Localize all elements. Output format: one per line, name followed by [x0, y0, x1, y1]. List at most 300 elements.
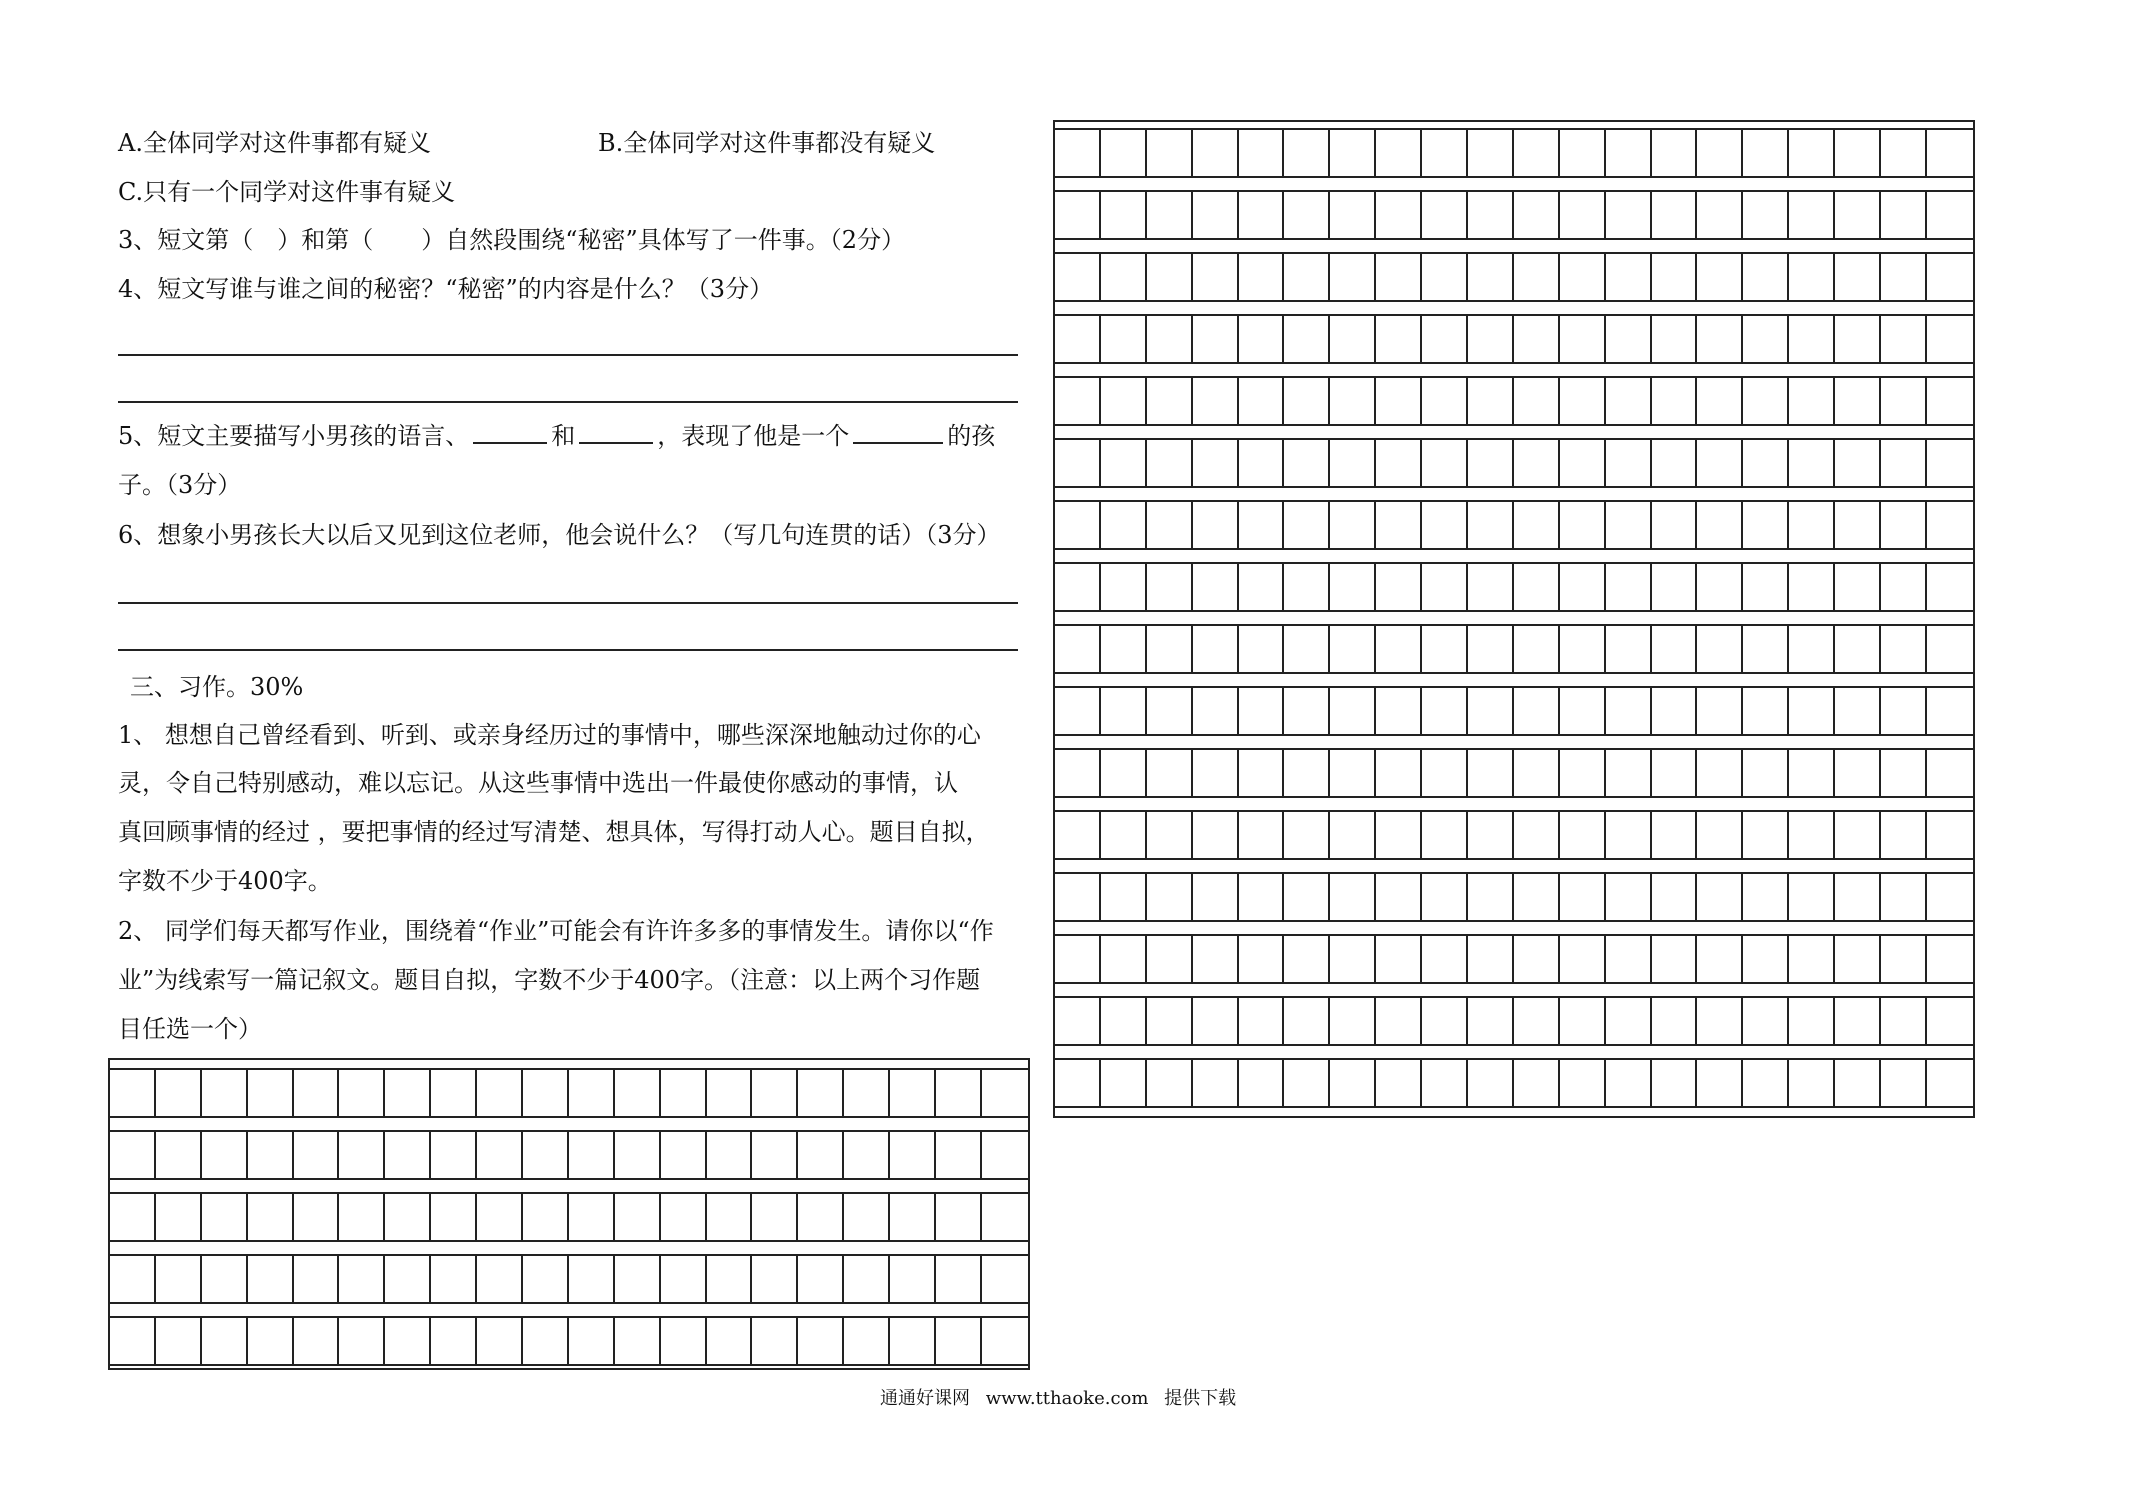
grid-cell[interactable]	[1789, 562, 1835, 612]
grid-cell[interactable]	[1743, 190, 1789, 240]
grid-cell[interactable]	[1239, 376, 1285, 426]
grid-cell[interactable]	[1055, 624, 1101, 674]
grid-cell[interactable]	[477, 1254, 523, 1304]
grid-cell[interactable]	[1376, 996, 1422, 1046]
grid-cell[interactable]	[1284, 128, 1330, 178]
grid-cell[interactable]	[982, 1254, 1028, 1304]
grid-cell[interactable]	[798, 1254, 844, 1304]
grid-cell[interactable]	[431, 1130, 477, 1180]
grid-cell[interactable]	[1193, 500, 1239, 550]
grid-cell[interactable]	[1468, 748, 1514, 798]
grid-cell[interactable]	[1789, 376, 1835, 426]
blank-field[interactable]	[853, 420, 943, 444]
grid-cell[interactable]	[1743, 934, 1789, 984]
grid-cell[interactable]	[477, 1316, 523, 1366]
grid-cell[interactable]	[1835, 748, 1881, 798]
grid-cell[interactable]	[1193, 748, 1239, 798]
grid-cell[interactable]	[1652, 128, 1698, 178]
grid-cell[interactable]	[844, 1316, 890, 1366]
grid-cell[interactable]	[110, 1130, 156, 1180]
grid-cell[interactable]	[1652, 996, 1698, 1046]
grid-cell[interactable]	[1468, 314, 1514, 364]
grid-cell[interactable]	[1055, 872, 1101, 922]
grid-cell[interactable]	[1330, 314, 1376, 364]
grid-cell[interactable]	[1881, 934, 1927, 984]
grid-cell[interactable]	[1239, 314, 1285, 364]
grid-cell[interactable]	[1789, 934, 1835, 984]
grid-cell[interactable]	[1652, 500, 1698, 550]
grid-cell[interactable]	[1835, 1058, 1881, 1108]
grid-cell[interactable]	[707, 1316, 753, 1366]
grid-cell[interactable]	[1101, 872, 1147, 922]
grid-cell[interactable]	[1697, 562, 1743, 612]
writing-grid-right[interactable]	[1053, 120, 1975, 1118]
grid-cell[interactable]	[1835, 624, 1881, 674]
grid-cell[interactable]	[1881, 190, 1927, 240]
grid-cell[interactable]	[1147, 500, 1193, 550]
grid-cell[interactable]	[1376, 438, 1422, 488]
grid-cell[interactable]	[1560, 128, 1606, 178]
grid-cell[interactable]	[1927, 1058, 1973, 1108]
grid-cell[interactable]	[156, 1316, 202, 1366]
grid-cell[interactable]	[798, 1130, 844, 1180]
grid-cell[interactable]	[1468, 624, 1514, 674]
grid-cell[interactable]	[1193, 376, 1239, 426]
grid-cell[interactable]	[1422, 934, 1468, 984]
grid-cell[interactable]	[844, 1254, 890, 1304]
grid-cell[interactable]	[1147, 624, 1193, 674]
grid-cell[interactable]	[1743, 996, 1789, 1046]
grid-cell[interactable]	[248, 1130, 294, 1180]
grid-cell[interactable]	[1514, 1058, 1560, 1108]
grid-cell[interactable]	[1147, 872, 1193, 922]
grid-cell[interactable]	[1835, 686, 1881, 736]
grid-cell[interactable]	[1101, 996, 1147, 1046]
grid-cell[interactable]	[1927, 624, 1973, 674]
blank-field[interactable]	[579, 420, 653, 444]
grid-cell[interactable]	[1239, 252, 1285, 302]
grid-cell[interactable]	[1330, 810, 1376, 860]
grid-cell[interactable]	[1055, 128, 1101, 178]
grid-cell[interactable]	[1101, 500, 1147, 550]
grid-cell[interactable]	[1881, 996, 1927, 1046]
grid-cell[interactable]	[431, 1068, 477, 1118]
grid-cell[interactable]	[661, 1192, 707, 1242]
grid-cell[interactable]	[156, 1192, 202, 1242]
grid-cell[interactable]	[1835, 438, 1881, 488]
grid-cell[interactable]	[1697, 252, 1743, 302]
grid-cell[interactable]	[1239, 624, 1285, 674]
grid-cell[interactable]	[1422, 748, 1468, 798]
grid-cell[interactable]	[844, 1068, 890, 1118]
grid-cell[interactable]	[1560, 872, 1606, 922]
grid-cell[interactable]	[1239, 190, 1285, 240]
grid-cell[interactable]	[1330, 624, 1376, 674]
grid-cell[interactable]	[1376, 252, 1422, 302]
grid-cell[interactable]	[1284, 314, 1330, 364]
grid-cell[interactable]	[1422, 190, 1468, 240]
grid-cell[interactable]	[202, 1254, 248, 1304]
grid-cell[interactable]	[248, 1316, 294, 1366]
grid-cell[interactable]	[615, 1254, 661, 1304]
grid-cell[interactable]	[1330, 934, 1376, 984]
grid-cell[interactable]	[1652, 934, 1698, 984]
grid-cell[interactable]	[1239, 562, 1285, 612]
grid-cell[interactable]	[615, 1130, 661, 1180]
grid-cell[interactable]	[1743, 624, 1789, 674]
answer-line[interactable]	[118, 649, 1018, 651]
grid-cell[interactable]	[156, 1130, 202, 1180]
grid-cell[interactable]	[1101, 810, 1147, 860]
grid-cell[interactable]	[1055, 190, 1101, 240]
grid-cell[interactable]	[1560, 438, 1606, 488]
grid-cell[interactable]	[1514, 748, 1560, 798]
grid-cell[interactable]	[1560, 810, 1606, 860]
grid-cell[interactable]	[1927, 500, 1973, 550]
grid-cell[interactable]	[1606, 314, 1652, 364]
grid-cell[interactable]	[569, 1068, 615, 1118]
grid-cell[interactable]	[936, 1130, 982, 1180]
grid-cell[interactable]	[1376, 314, 1422, 364]
grid-cell[interactable]	[385, 1130, 431, 1180]
grid-cell[interactable]	[1193, 686, 1239, 736]
grid-cell[interactable]	[1376, 376, 1422, 426]
grid-cell[interactable]	[1101, 128, 1147, 178]
grid-cell[interactable]	[569, 1316, 615, 1366]
grid-cell[interactable]	[477, 1068, 523, 1118]
grid-cell[interactable]	[1652, 624, 1698, 674]
grid-cell[interactable]	[1284, 252, 1330, 302]
grid-cell[interactable]	[1376, 128, 1422, 178]
grid-cell[interactable]	[1835, 252, 1881, 302]
grid-cell[interactable]	[1743, 686, 1789, 736]
grid-cell[interactable]	[1514, 128, 1560, 178]
grid-cell[interactable]	[1376, 562, 1422, 612]
grid-cell[interactable]	[1789, 500, 1835, 550]
grid-cell[interactable]	[1101, 438, 1147, 488]
grid-cell[interactable]	[1147, 190, 1193, 240]
grid-cell[interactable]	[1743, 128, 1789, 178]
grid-cell[interactable]	[1239, 996, 1285, 1046]
grid-cell[interactable]	[477, 1130, 523, 1180]
grid-cell[interactable]	[1422, 624, 1468, 674]
grid-cell[interactable]	[1330, 500, 1376, 550]
grid-cell[interactable]	[1697, 1058, 1743, 1108]
grid-cell[interactable]	[1514, 252, 1560, 302]
grid-cell[interactable]	[1468, 686, 1514, 736]
answer-line[interactable]	[118, 354, 1018, 356]
grid-cell[interactable]	[1560, 500, 1606, 550]
grid-cell[interactable]	[1147, 748, 1193, 798]
grid-cell[interactable]	[431, 1316, 477, 1366]
grid-cell[interactable]	[1514, 996, 1560, 1046]
grid-cell[interactable]	[523, 1316, 569, 1366]
grid-cell[interactable]	[982, 1316, 1028, 1366]
grid-cell[interactable]	[1697, 934, 1743, 984]
grid-cell[interactable]	[1468, 128, 1514, 178]
grid-cell[interactable]	[798, 1192, 844, 1242]
grid-cell[interactable]	[1330, 686, 1376, 736]
grid-cell[interactable]	[1697, 376, 1743, 426]
grid-cell[interactable]	[523, 1254, 569, 1304]
grid-cell[interactable]	[890, 1130, 936, 1180]
grid-cell[interactable]	[1606, 1058, 1652, 1108]
grid-cell[interactable]	[1835, 376, 1881, 426]
grid-cell[interactable]	[1652, 376, 1698, 426]
grid-cell[interactable]	[569, 1254, 615, 1304]
grid-cell[interactable]	[1606, 748, 1652, 798]
grid-cell[interactable]	[1606, 562, 1652, 612]
grid-cell[interactable]	[707, 1192, 753, 1242]
grid-cell[interactable]	[385, 1316, 431, 1366]
grid-cell[interactable]	[1835, 500, 1881, 550]
grid-cell[interactable]	[385, 1068, 431, 1118]
grid-cell[interactable]	[1560, 686, 1606, 736]
grid-cell[interactable]	[1697, 314, 1743, 364]
grid-cell[interactable]	[1468, 1058, 1514, 1108]
grid-cell[interactable]	[1560, 996, 1606, 1046]
grid-cell[interactable]	[1606, 252, 1652, 302]
grid-cell[interactable]	[1927, 438, 1973, 488]
grid-cell[interactable]	[1514, 934, 1560, 984]
grid-cell[interactable]	[1055, 252, 1101, 302]
grid-cell[interactable]	[431, 1192, 477, 1242]
grid-cell[interactable]	[661, 1316, 707, 1366]
grid-cell[interactable]	[1881, 562, 1927, 612]
grid-cell[interactable]	[1927, 314, 1973, 364]
grid-cell[interactable]	[248, 1068, 294, 1118]
answer-line[interactable]	[118, 401, 1018, 403]
grid-cell[interactable]	[385, 1192, 431, 1242]
grid-cell[interactable]	[1697, 500, 1743, 550]
grid-cell[interactable]	[1055, 686, 1101, 736]
grid-cell[interactable]	[661, 1254, 707, 1304]
grid-cell[interactable]	[1652, 1058, 1698, 1108]
grid-cell[interactable]	[294, 1068, 340, 1118]
grid-cell[interactable]	[1147, 686, 1193, 736]
grid-cell[interactable]	[523, 1192, 569, 1242]
grid-cell[interactable]	[1284, 562, 1330, 612]
grid-cell[interactable]	[1743, 500, 1789, 550]
grid-cell[interactable]	[1789, 1058, 1835, 1108]
grid-cell[interactable]	[294, 1316, 340, 1366]
grid-cell[interactable]	[1422, 810, 1468, 860]
grid-cell[interactable]	[110, 1254, 156, 1304]
grid-cell[interactable]	[1881, 1058, 1927, 1108]
grid-cell[interactable]	[1193, 190, 1239, 240]
grid-cell[interactable]	[1514, 686, 1560, 736]
grid-cell[interactable]	[339, 1130, 385, 1180]
grid-cell[interactable]	[339, 1192, 385, 1242]
grid-cell[interactable]	[1606, 810, 1652, 860]
grid-cell[interactable]	[1422, 252, 1468, 302]
answer-line[interactable]	[118, 602, 1018, 604]
grid-cell[interactable]	[1055, 314, 1101, 364]
grid-cell[interactable]	[294, 1254, 340, 1304]
grid-cell[interactable]	[1101, 562, 1147, 612]
grid-cell[interactable]	[1881, 376, 1927, 426]
grid-cell[interactable]	[752, 1316, 798, 1366]
grid-cell[interactable]	[1652, 190, 1698, 240]
grid-cell[interactable]	[248, 1254, 294, 1304]
grid-cell[interactable]	[202, 1130, 248, 1180]
grid-cell[interactable]	[1789, 190, 1835, 240]
grid-cell[interactable]	[569, 1130, 615, 1180]
grid-cell[interactable]	[936, 1254, 982, 1304]
grid-cell[interactable]	[1284, 438, 1330, 488]
grid-cell[interactable]	[1881, 810, 1927, 860]
grid-cell[interactable]	[1606, 872, 1652, 922]
grid-cell[interactable]	[1835, 314, 1881, 364]
grid-cell[interactable]	[1697, 872, 1743, 922]
grid-cell[interactable]	[1468, 810, 1514, 860]
grid-cell[interactable]	[1606, 190, 1652, 240]
grid-cell[interactable]	[1147, 1058, 1193, 1108]
grid-cell[interactable]	[523, 1068, 569, 1118]
grid-cell[interactable]	[1468, 996, 1514, 1046]
grid-cell[interactable]	[1101, 1058, 1147, 1108]
grid-cell[interactable]	[1927, 562, 1973, 612]
grid-cell[interactable]	[1147, 934, 1193, 984]
grid-cell[interactable]	[1055, 748, 1101, 798]
grid-cell[interactable]	[1101, 624, 1147, 674]
grid-cell[interactable]	[1743, 1058, 1789, 1108]
grid-cell[interactable]	[1743, 810, 1789, 860]
blank-field[interactable]	[473, 420, 547, 444]
grid-cell[interactable]	[1652, 438, 1698, 488]
grid-cell[interactable]	[1239, 748, 1285, 798]
grid-cell[interactable]	[1330, 996, 1376, 1046]
grid-cell[interactable]	[1560, 748, 1606, 798]
grid-cell[interactable]	[798, 1068, 844, 1118]
grid-cell[interactable]	[1881, 748, 1927, 798]
grid-cell[interactable]	[1789, 128, 1835, 178]
grid-cell[interactable]	[1239, 810, 1285, 860]
grid-cell[interactable]	[339, 1068, 385, 1118]
grid-cell[interactable]	[202, 1316, 248, 1366]
grid-cell[interactable]	[1743, 376, 1789, 426]
grid-cell[interactable]	[1239, 872, 1285, 922]
grid-cell[interactable]	[1101, 252, 1147, 302]
grid-cell[interactable]	[1927, 128, 1973, 178]
grid-cell[interactable]	[1101, 748, 1147, 798]
grid-cell[interactable]	[1789, 810, 1835, 860]
grid-cell[interactable]	[1560, 562, 1606, 612]
grid-cell[interactable]	[1101, 686, 1147, 736]
grid-cell[interactable]	[1835, 810, 1881, 860]
grid-cell[interactable]	[1101, 376, 1147, 426]
grid-cell[interactable]	[1606, 686, 1652, 736]
grid-cell[interactable]	[1514, 438, 1560, 488]
grid-cell[interactable]	[1697, 624, 1743, 674]
grid-cell[interactable]	[1560, 190, 1606, 240]
grid-cell[interactable]	[1927, 872, 1973, 922]
grid-cell[interactable]	[1147, 562, 1193, 612]
grid-cell[interactable]	[1239, 500, 1285, 550]
grid-cell[interactable]	[1835, 128, 1881, 178]
grid-cell[interactable]	[1514, 872, 1560, 922]
grid-cell[interactable]	[752, 1130, 798, 1180]
grid-cell[interactable]	[431, 1254, 477, 1304]
grid-cell[interactable]	[1606, 376, 1652, 426]
grid-cell[interactable]	[752, 1254, 798, 1304]
grid-cell[interactable]	[1422, 996, 1468, 1046]
grid-cell[interactable]	[339, 1254, 385, 1304]
grid-cell[interactable]	[294, 1192, 340, 1242]
grid-cell[interactable]	[1330, 128, 1376, 178]
grid-cell[interactable]	[1239, 686, 1285, 736]
grid-cell[interactable]	[890, 1254, 936, 1304]
grid-cell[interactable]	[1193, 128, 1239, 178]
grid-cell[interactable]	[1193, 1058, 1239, 1108]
grid-cell[interactable]	[1376, 190, 1422, 240]
grid-cell[interactable]	[661, 1130, 707, 1180]
grid-cell[interactable]	[1055, 934, 1101, 984]
grid-cell[interactable]	[1606, 624, 1652, 674]
grid-cell[interactable]	[798, 1316, 844, 1366]
grid-cell[interactable]	[385, 1254, 431, 1304]
grid-cell[interactable]	[1193, 624, 1239, 674]
grid-cell[interactable]	[1514, 624, 1560, 674]
grid-cell[interactable]	[1560, 252, 1606, 302]
grid-cell[interactable]	[1835, 934, 1881, 984]
grid-cell[interactable]	[294, 1130, 340, 1180]
grid-cell[interactable]	[1055, 562, 1101, 612]
grid-cell[interactable]	[1422, 314, 1468, 364]
grid-cell[interactable]	[1055, 438, 1101, 488]
grid-cell[interactable]	[1055, 500, 1101, 550]
grid-cell[interactable]	[1927, 190, 1973, 240]
grid-cell[interactable]	[982, 1068, 1028, 1118]
grid-cell[interactable]	[1330, 748, 1376, 798]
grid-cell[interactable]	[1789, 686, 1835, 736]
grid-cell[interactable]	[1330, 562, 1376, 612]
grid-cell[interactable]	[1881, 438, 1927, 488]
grid-cell[interactable]	[1422, 1058, 1468, 1108]
grid-cell[interactable]	[1560, 934, 1606, 984]
grid-cell[interactable]	[1376, 500, 1422, 550]
grid-cell[interactable]	[890, 1068, 936, 1118]
grid-cell[interactable]	[110, 1316, 156, 1366]
grid-cell[interactable]	[1743, 872, 1789, 922]
grid-cell[interactable]	[1835, 996, 1881, 1046]
grid-cell[interactable]	[936, 1316, 982, 1366]
grid-cell[interactable]	[1239, 934, 1285, 984]
grid-cell[interactable]	[1468, 562, 1514, 612]
grid-cell[interactable]	[1743, 252, 1789, 302]
grid-cell[interactable]	[1697, 190, 1743, 240]
grid-cell[interactable]	[110, 1068, 156, 1118]
grid-cell[interactable]	[1468, 252, 1514, 302]
grid-cell[interactable]	[1468, 438, 1514, 488]
grid-cell[interactable]	[1743, 314, 1789, 364]
grid-cell[interactable]	[1789, 624, 1835, 674]
grid-cell[interactable]	[1927, 376, 1973, 426]
grid-cell[interactable]	[707, 1254, 753, 1304]
grid-cell[interactable]	[1789, 438, 1835, 488]
grid-cell[interactable]	[707, 1068, 753, 1118]
grid-cell[interactable]	[1193, 996, 1239, 1046]
grid-cell[interactable]	[1652, 748, 1698, 798]
grid-cell[interactable]	[1239, 1058, 1285, 1108]
grid-cell[interactable]	[1193, 438, 1239, 488]
grid-cell[interactable]	[1284, 748, 1330, 798]
grid-cell[interactable]	[1284, 934, 1330, 984]
grid-cell[interactable]	[1789, 252, 1835, 302]
grid-cell[interactable]	[1560, 1058, 1606, 1108]
grid-cell[interactable]	[1789, 314, 1835, 364]
grid-cell[interactable]	[1789, 996, 1835, 1046]
